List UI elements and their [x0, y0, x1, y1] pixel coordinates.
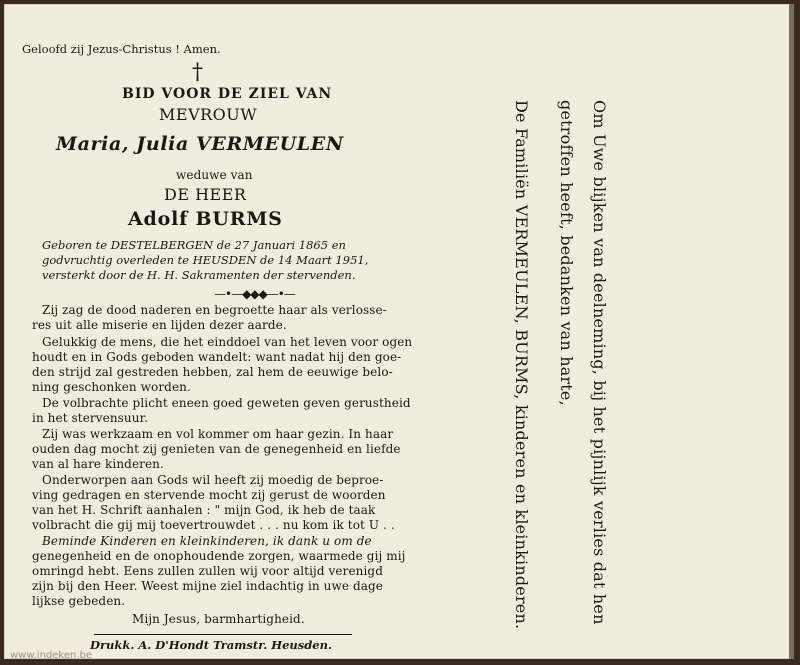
title-mevrouw: MEVROUW: [159, 105, 258, 124]
husband-name: Adolf BURMS: [128, 208, 283, 230]
body-line: Gelukkig de mens, die het einddoel van het leven voor ogen: [42, 335, 413, 349]
body-line: Zij was werkzaam en vol kommer om haar gezin. In haar: [42, 427, 394, 441]
thanks-column-2: [557, 100, 577, 625]
body-line: volbracht die gij mij toevertrouwdet . . . nu kom ik tot U . .: [32, 518, 395, 532]
body-line: omringd hebt. Eens zullen zullen wij voor altijd verenigd: [32, 564, 383, 578]
widow-of-text: weduwe van: [176, 168, 253, 182]
body-line: ning geschonken worden.: [32, 380, 191, 394]
thanks-column-3: [512, 100, 532, 630]
body-line: ving gedragen en stervende mocht zij gerust de woorden: [32, 488, 386, 502]
birth-line-1: Geboren te DESTELBERGEN de 27 Januari 1865 en: [42, 238, 346, 252]
birth-line-3: versterkt door de H. H. Sakramenten der stervenden.: [42, 268, 356, 282]
body-line: van al hare kinderen.: [32, 457, 164, 471]
closing-prayer: Mijn Jesus, barmhartigheid.: [132, 612, 305, 626]
memorial-card: [4, 4, 794, 659]
body-line: Onderworpen aan Gods wil heeft zij moedig de beproe-: [42, 473, 384, 487]
body-line: genegenheid en de onophoudende zorgen, waarmede gij mij: [32, 549, 406, 563]
watermark: www.indeken.be: [10, 650, 93, 661]
body-line: houdt en in Gods geboden wandelt: want nadat hij den goe-: [32, 350, 402, 364]
body-line: lijkse gebeden.: [32, 594, 126, 608]
body-line: Beminde Kinderen en kleinkinderen, ik dank u om de: [42, 534, 372, 548]
deceased-name: Maria, Julia VERMEULEN: [56, 133, 344, 155]
thanks-column-1: [590, 100, 610, 625]
family-signature: De Familiën VERMEULEN, BURMS, kinderen en kleinkinderen.: [512, 100, 531, 630]
header-text: Geloofd zij Jezus-Christus ! Amen.: [22, 42, 221, 56]
title-de-heer: DE HEER: [164, 185, 247, 204]
body-line: zijn bij den Heer. Weest mijne ziel indachtig in uwe dage: [32, 579, 383, 593]
body-line: in het stervensuur.: [32, 411, 149, 425]
ornament-divider: —•—◆◆◆—•—: [214, 287, 295, 301]
printer-credit: Drukk. A. D'Hondt Tramstr. Heusden.: [90, 638, 332, 652]
footer-rule: [94, 634, 352, 635]
thanks-line-1: Om Uwe blijken van deelneming, bij het pijnlijk verlies dat hen: [590, 100, 609, 625]
cross-icon: †: [192, 60, 203, 85]
body-line: res uit alle miserie en lijden dezer aarde.: [32, 318, 287, 332]
body-line: De volbrachte plicht eneen goed geweten geven gerustheid: [42, 396, 411, 410]
body-line: Zij zag de dood naderen en begroette haar als verlosse-: [42, 303, 387, 317]
body-line: van het H. Schrift aanhalen : " mijn God, ik heb de taak: [32, 503, 376, 517]
prayer-heading: BID VOOR DE ZIEL VAN: [122, 86, 333, 102]
body-line: ouden dag mocht zij genieten van de genegenheid en liefde: [32, 442, 401, 456]
birth-line-2: godvruchtig overleden te HEUSDEN de 14 Maart 1951,: [42, 253, 369, 267]
body-line: den strijd zal gestreden hebben, zal hem de eeuwige belo-: [32, 365, 393, 379]
thanks-line-2: getroffen heeft, bedanken van harte,: [557, 100, 576, 406]
